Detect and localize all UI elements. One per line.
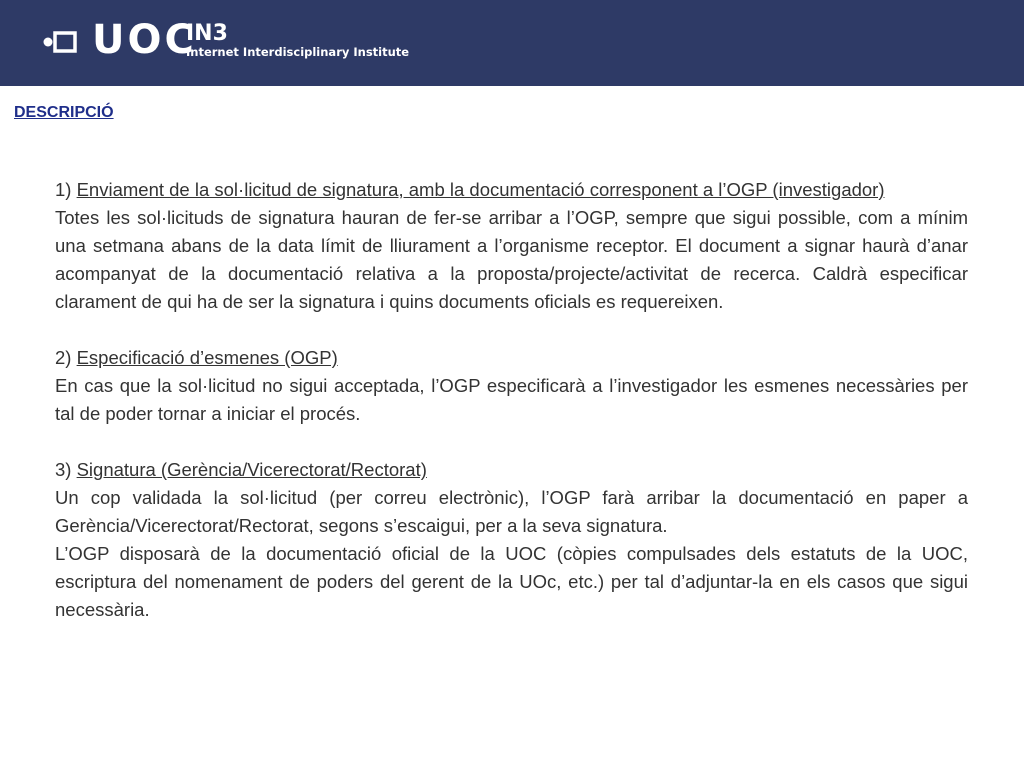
step-3-title: Signatura (Gerència/Vicerectorat/Rectorat) <box>76 459 427 480</box>
uoc-logo-text: UOC <box>92 17 197 63</box>
in3-logo-text: IN3 <box>186 21 228 46</box>
header-bar <box>0 0 1024 86</box>
uoc-logo-mark-icon <box>42 30 78 54</box>
step-1-title: Enviament de la sol·licitud de signatura, amb la documentació corresponent a l’OGP (investigador) <box>76 179 885 200</box>
step-3-number: 3) <box>55 459 72 480</box>
main-content <box>55 176 968 624</box>
step-1-heading <box>55 176 968 204</box>
step-2-heading <box>55 344 968 372</box>
step-3-paragraph-1: Un cop validada la sol·licitud (per correu electrònic), l’OGP farà arribar la documentació en paper a Gerència/Vicerectorat/Rectorat, segons s’escaigui, per a la seva signatura. <box>55 487 968 536</box>
step-1-paragraph: Totes les sol·licituds de signatura hauran de fer-se arribar a l’OGP, sempre que sigui possible, com a mínim una setmana abans de la data límit de lliurament a l’organisme receptor. El document a signar haurà d’anar acompanyat de la documentació relativa a la proposta/projecte/activitat de recerca. Caldrà especificar clarament de qui ha de ser la signatura i quins documents oficials es requereixen. <box>55 207 968 312</box>
step-2-paragraph: En cas que la sol·licitud no sigui acceptada, l’OGP especificarà a l’investigador les esmenes necessàries per tal de poder tornar a iniciar el procés. <box>55 375 968 424</box>
step-2-title: Especificació d’esmenes (OGP) <box>76 347 338 368</box>
step-1-number: 1) <box>55 179 72 200</box>
step-3-paragraph-2: L’OGP disposarà de la documentació oficial de la UOC (còpies compulsades dels estatuts de la UOC, escriptura del nomenament de poders del gerent de la UOc, etc.) per tal d’adjuntar-la en els casos que sigui necessària. <box>55 543 968 620</box>
section-title: DESCRIPCIÓ <box>14 104 114 121</box>
institute-subtitle: Internet Interdisciplinary Institute <box>186 45 410 59</box>
step-3-heading <box>55 456 968 484</box>
step-2-number: 2) <box>55 347 72 368</box>
